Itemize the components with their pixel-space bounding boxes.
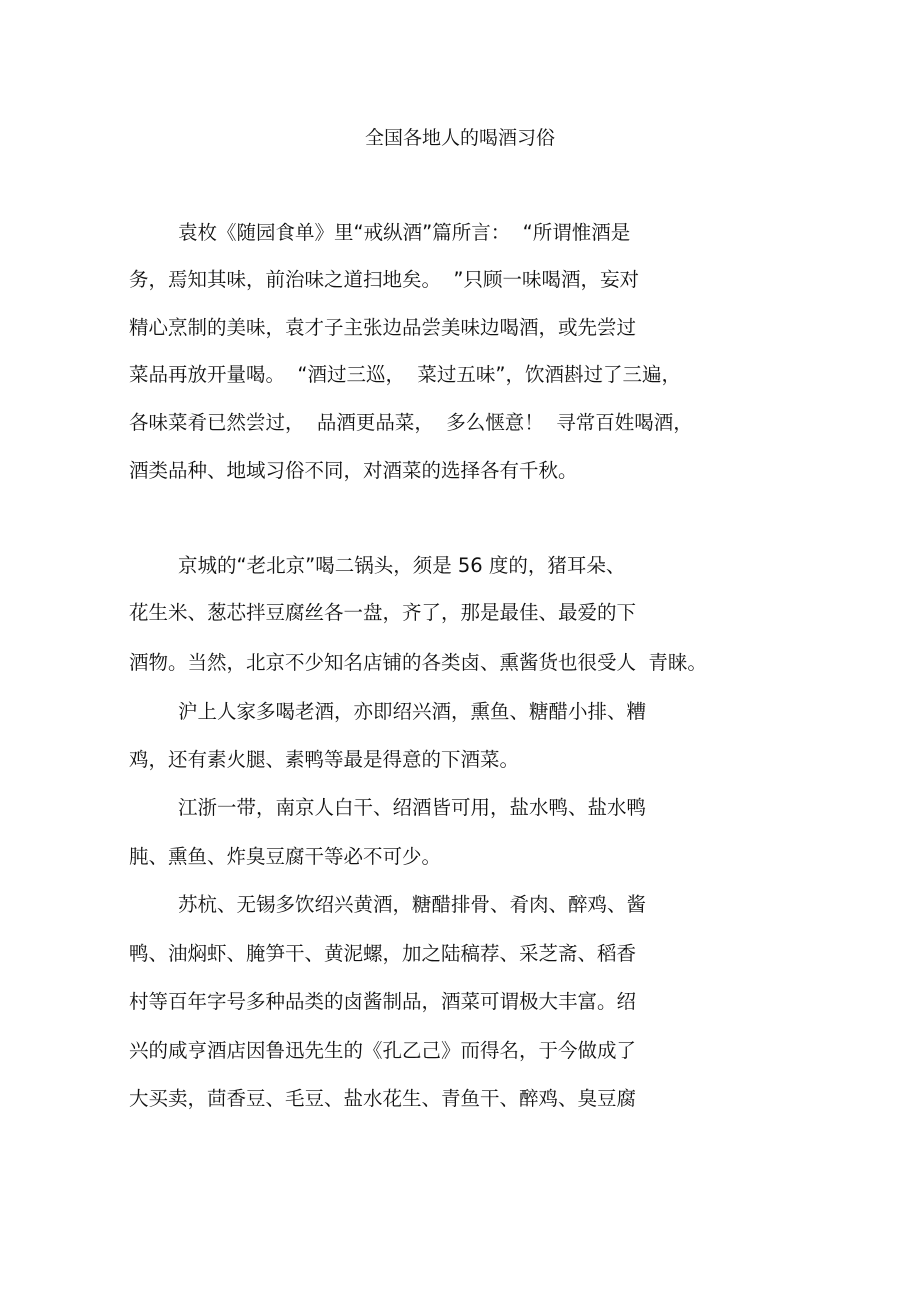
- text-line: 酒类品种、地域习俗不同，对酒菜的选择各有千秋。: [129, 459, 578, 482]
- text-line: 酒物。当然，北京不少知名店铺的各类卤、熏酱货也很受人 青睐。: [129, 651, 707, 674]
- text-line: 各味菜肴已然尝过， 品酒更品菜， 多么惬意！ 寻常百姓喝酒，: [129, 411, 693, 434]
- text-line: 鸡，还有素火腿、素鸭等最是得意的下酒菜。: [129, 748, 520, 771]
- page-title: 全国各地人的喝酒习俗: [364, 127, 555, 149]
- text-line: 兴的咸亨酒店因鲁迅先生的《孔乙己》而得名，于今做成了: [129, 1039, 637, 1062]
- text-line: 大买卖，茴香豆、毛豆、盐水花生、青鱼干、醉鸡、臭豆腐: [129, 1087, 637, 1110]
- text-line: 务，焉知其味，前治味之道扫地矣。 ”只顾一味喝酒，妄对: [129, 268, 639, 291]
- text-line: 鸭、油焖虾、腌笋干、黄泥螺，加之陆稿荐、采芝斋、稻香: [129, 942, 637, 965]
- text-line: 京城的“老北京”喝二锅头，须是 56 度的，猪耳朵、: [178, 554, 626, 577]
- text-line: 肫、熏鱼、炸臭豆腐干等必不可少。: [129, 845, 442, 868]
- text-line: 袁枚《随园食单》里“戒纵酒”篇所言： “所谓惟酒是: [178, 221, 631, 244]
- text-line: 苏杭、无锡多饮绍兴黄酒，糖醋排骨、肴肉、醉鸡、酱: [178, 893, 647, 916]
- text-line: 精心烹制的美味，袁才子主张边品尝美味边喝酒，或先尝过: [129, 316, 637, 339]
- text-line: 村等百年字号多种品类的卤酱制品，酒菜可谓极大丰富。绍: [129, 990, 637, 1013]
- text-line: 菜品再放开量喝。 “酒过三巡， 菜过五味”，饮酒斟过了三遍，: [129, 363, 681, 386]
- text-line: 花生米、葱芯拌豆腐丝各一盘，齐了，那是最佳、最爱的下: [129, 601, 637, 624]
- text-line: 江浙一带，南京人白干、绍酒皆可用，盐水鸭、盐水鸭: [178, 796, 647, 819]
- text-line: 沪上人家多喝老酒，亦即绍兴酒，熏鱼、糖醋小排、糟: [178, 700, 647, 723]
